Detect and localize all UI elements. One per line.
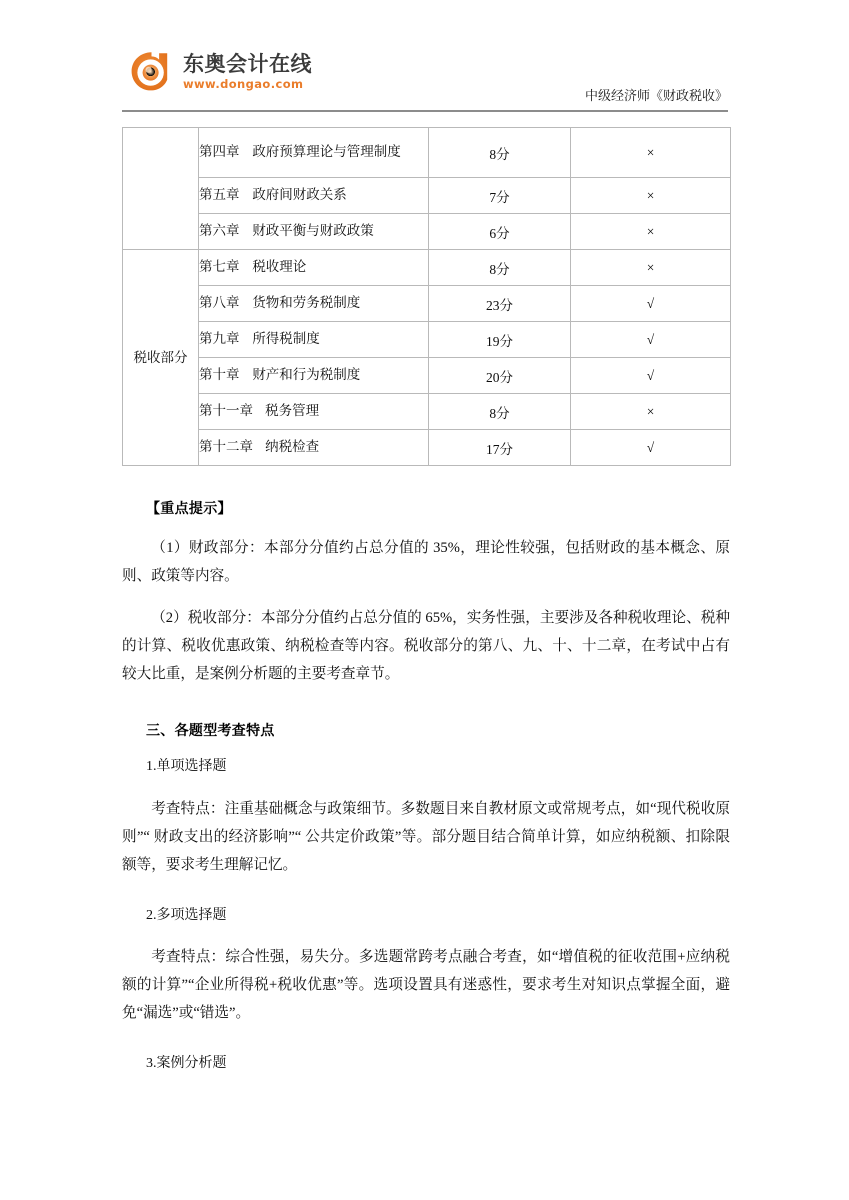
chapter-name: 财政平衡与财政政策 [252, 223, 374, 239]
mark-cell: × [571, 250, 731, 286]
chapter-no: 第五章 [199, 187, 240, 203]
chapter-name: 政府间财政关系 [252, 187, 347, 203]
chapter-no: 第七章 [199, 259, 240, 275]
section-3-heading: 三、各题型考查特点 [146, 723, 275, 740]
score-cell: 19分 [429, 322, 571, 358]
table-row [123, 214, 731, 250]
logo-company-name: 东奥会计在线 [183, 51, 312, 76]
chapter-no: 第十章 [199, 367, 240, 383]
chapter-cell [199, 128, 429, 178]
chapter-name: 政府预算理论与管理制度 [252, 144, 401, 160]
question-type-3-title: 3.案例分析题 [146, 1056, 227, 1072]
table-row [123, 286, 731, 322]
mark-cell: × [571, 214, 731, 250]
score-cell: 20分 [429, 358, 571, 394]
spacer [122, 1041, 730, 1051]
score-cell: 23分 [429, 286, 571, 322]
chapter-no: 第四章 [199, 144, 240, 160]
chapter-name: 所得税制度 [252, 331, 320, 347]
chapter-no: 第九章 [199, 331, 240, 347]
mark-cell: √ [571, 430, 731, 466]
chapter-cell [199, 358, 429, 394]
table-row [123, 394, 731, 430]
question-type-1-title: 1.单项选择题 [146, 759, 227, 775]
document-body [122, 498, 730, 1092]
key-point-2: （2）税收部分：本部分分值约占总分值的 65%，实务性强，主要涉及各种税收理论、税种的计算、税收优惠政策、纳税检查等内容。税收部分的第八、九、十、十二章，在考试中占有较大比重，是案例分析题的主要考查章节。 [122, 610, 730, 683]
mark-cell: √ [571, 322, 731, 358]
question-type-1-body: 考查特点：注重基础概念与政策细节。多数题目来自教材原文或常规考点，如“现代税收原则”“ 财政支出的经济影响”“ 公共定价政策”等。部分题目结合简单计算，如应纳税额、扣除限额等，要求考生理解记忆。 [122, 800, 730, 873]
chapter-no: 第十二章 [199, 439, 253, 455]
header-divider [122, 110, 728, 112]
table-row [123, 322, 731, 358]
key-points-heading: 【重点提示】 [146, 501, 232, 517]
logo-website-url: www.dongao.com [183, 76, 304, 91]
chapter-cell [199, 250, 429, 286]
score-cell: 8分 [429, 250, 571, 286]
chapter-no: 第十一章 [199, 403, 253, 419]
table-row [123, 430, 731, 466]
dongao-logo-icon [128, 48, 176, 96]
chapter-name: 货物和劳务税制度 [252, 295, 361, 311]
chapter-score-table [122, 127, 731, 466]
dongao-logo [128, 44, 312, 100]
question-type-2-body: 考查特点：综合性强，易失分。多选题常跨考点融合考查，如“增值税的征收范围+应纳税额的计算”“企业所得税+税收优惠”等。选项设置具有迷惑性，要求考生对知识点掌握全面，避免“漏选”或“错选”。 [122, 949, 730, 1022]
chapter-name: 税收理论 [252, 259, 307, 275]
chapter-name: 财产和行为税制度 [252, 367, 361, 383]
spacer [122, 893, 730, 903]
chapter-cell [199, 394, 429, 430]
question-type-2-title: 2.多项选择题 [146, 907, 227, 923]
table-row [123, 250, 731, 286]
chapter-cell [199, 178, 429, 214]
table-row [123, 358, 731, 394]
part-cell-finance [123, 128, 199, 250]
mark-cell: √ [571, 286, 731, 322]
spacer [122, 702, 730, 720]
chapter-name: 税务管理 [265, 403, 320, 419]
header-course-title: 中级经济师《财政税收》 [584, 88, 728, 103]
chapter-no: 第八章 [199, 295, 240, 311]
chapter-score-table-wrapper [122, 127, 728, 466]
score-cell: 17分 [429, 430, 571, 466]
table-row [123, 128, 731, 178]
mark-cell: × [571, 128, 731, 178]
chapter-name: 纳税检查 [265, 439, 320, 455]
dongao-logo-text [183, 51, 312, 91]
table-row [123, 178, 731, 214]
chapter-cell [199, 430, 429, 466]
chapter-no: 第六章 [199, 223, 240, 239]
key-point-1: （1）财政部分：本部分分值约占总分值的 35%，理论性较强，包括财政的基本概念、原则、政策等内容。 [122, 540, 730, 585]
score-cell: 6分 [429, 214, 571, 250]
score-cell: 8分 [429, 394, 571, 430]
page-header [122, 44, 728, 112]
chapter-cell [199, 214, 429, 250]
score-cell: 7分 [429, 178, 571, 214]
chapter-cell [199, 322, 429, 358]
mark-cell: × [571, 178, 731, 214]
score-cell: 8分 [429, 128, 571, 178]
mark-cell: √ [571, 358, 731, 394]
chapter-cell [199, 286, 429, 322]
mark-cell: × [571, 394, 731, 430]
part-cell-tax: 税收部分 [123, 250, 199, 466]
